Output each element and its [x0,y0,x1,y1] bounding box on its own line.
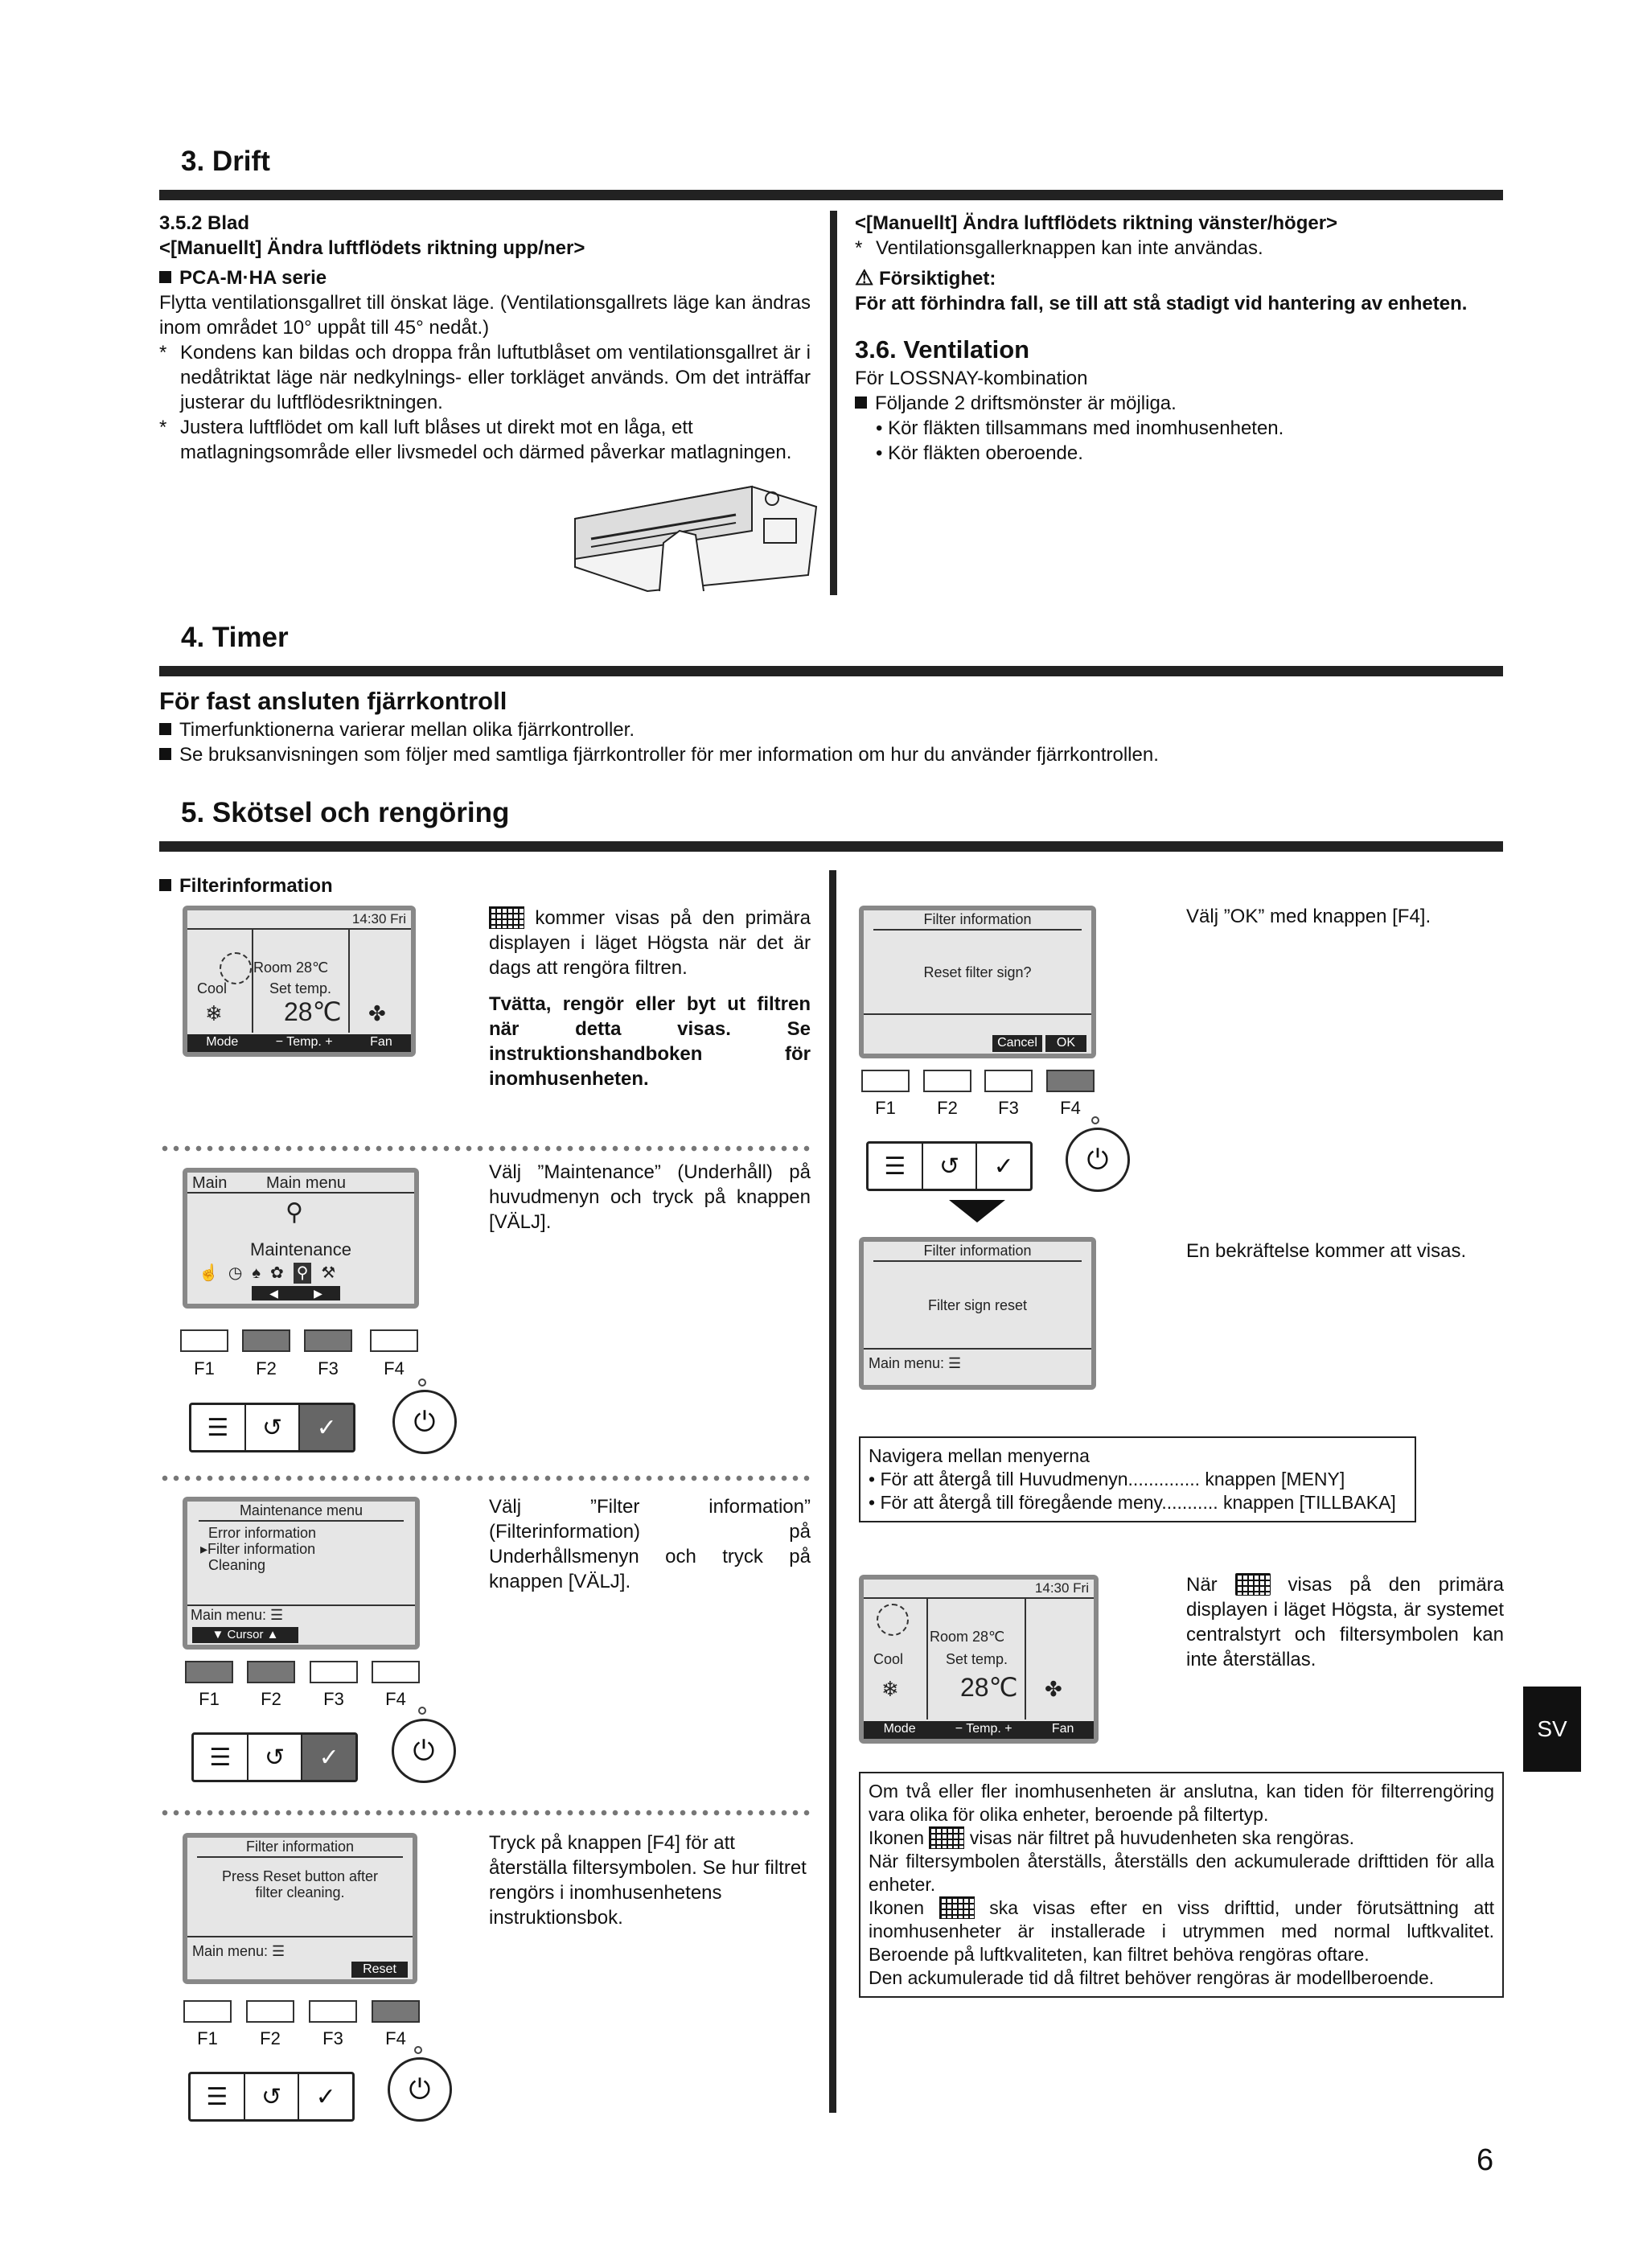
f4-button[interactable] [1046,1070,1095,1092]
square-bullet-icon [159,271,171,283]
sec4-body [159,685,1502,767]
select-button[interactable]: ✓ [315,2083,336,2110]
square-bullet-icon [855,396,867,409]
f2-button[interactable] [242,1329,290,1352]
control-pad [191,1732,358,1782]
f2-button[interactable] [923,1070,971,1092]
ventilation-item: Följande 2 driftsmönster är möjliga. [875,392,1177,415]
divider [159,841,1503,852]
step3-text: Välj ”Filter information” (Filterinformation) på Underhållsmenyn och tryck på knappen [VÄLJ]. [489,1496,811,1592]
power-button[interactable]: ⏻ [388,2057,452,2122]
column-divider [829,870,836,2113]
note-condensation: Kondens kan bildas och droppa från luftutblåset om ventilationsgallret är i nedåtriktat läge när nedkylnings- eller torkläget används. Om det inträffar justerar du luftflödesriktningen. [180,342,811,413]
select-button[interactable]: ✓ [993,1152,1014,1180]
note-lr: Ventilationsgallerknappen kan inte användas. [876,237,1263,259]
dotted-separator [159,1475,811,1481]
back-button[interactable]: ↺ [923,1144,978,1189]
led-indicator [1091,1116,1099,1124]
square-bullet-icon [159,723,171,735]
led-indicator [414,2046,422,2054]
f1-button[interactable] [185,1661,233,1683]
series-label: PCA-M·HA serie [179,267,327,289]
f1-button[interactable] [180,1329,228,1352]
warning-icon: ⚠ [855,265,874,290]
info-1: Om två eller fler inomhusenheten är anslutna, kan tiden för filterrengöring vara olika för olika enheter, beroende på filtertyp. [869,1781,1494,1825]
lcd-main-menu: Main Main menu ⚲ Maintenance ☝ ◷ ♠ ✿ ⚲ ⚒ ◀ ▶ [183,1168,419,1309]
led-indicator [418,1378,426,1387]
lcd-home-1: 14:30 Fri Room 28℃ Cool Set temp. ❄ 28℃ ✤ Mode − Temp. + Fan [183,906,416,1057]
nav-box: Navigera mellan menyerna • För att återgå till Huvudmenyn.............. knappen [MENY] • För att återgå till föregående meny........... knappen [TILLBAKA] [859,1436,1416,1522]
f4-button[interactable] [372,2000,420,2023]
nav-item-2: För att återgå till föregående meny........... knappen [TILLBAKA] [880,1492,1396,1513]
info-3: När filtersymbolen återställs, återställs den ackumulerade drifttiden för alla enheter. [869,1851,1494,1895]
sec3-right: <[Manuellt] Ändra luftflödets riktning vänster/höger> * Ventilationsgallerknappen kan inte användas. ⚠ Försiktighet: För att förhindra fall, se till att stå stadigt vid hantering av enheten. 3.6. Ventilation För LOSSNAY-kombination Följande 2 driftsmönster är möjliga. • Kör fläkten tillsammans med inomhusenheten. • Kör fläkten oberoende. [855,211,1506,466]
note-cold-air: Justera luftflödet om kall luft blåses ut direkt mot en låga, ett matlagningsområde eller livsmedel och därmed påverkar matlagningen. [180,417,792,463]
ventilation-bullet-2: Kör fläkten oberoende. [888,442,1083,465]
maintenance-icon: ⚲ [285,1199,303,1226]
menu-icons: ☝ ◷ ♠ ✿ ⚲ ⚒ [199,1264,336,1282]
sec4-title: 4. Timer [181,622,289,653]
f1-button[interactable] [861,1070,910,1092]
select-button[interactable]: ✓ [300,1405,353,1450]
f2-button[interactable] [247,1661,295,1683]
snowflake-icon: ❄ [881,1677,899,1701]
dotted-separator [159,1810,811,1816]
f3-button[interactable] [309,2000,357,2023]
menu-button[interactable]: ☰ [194,1735,248,1780]
step5-text: Välj ”OK” med knappen [F4]. [1186,906,1431,927]
f2-button[interactable] [246,2000,294,2023]
menu-button[interactable]: ☰ [869,1144,923,1189]
led-indicator [418,1707,426,1715]
lcd-maintenance-menu: Maintenance menu Error information ▸Filter information Cleaning Main menu: ☰ ▼ Cursor ▲ [183,1497,420,1650]
power-button[interactable]: ⏻ [392,1719,456,1783]
info-4: ska visas efter en viss drifttid, under förutsättning att inomhusenheter är installerade i utrymmen med normal luftkvalitet. Beroende på luftkvaliteten, kan filtret behöva rengöras oftare. [869,1897,1495,1965]
nav-item-1: För att återgå till Huvudmenyn.............. knappen [MENY] [880,1469,1345,1489]
sec5-title: 5. Skötsel och rengöring [181,797,510,828]
down-arrow-icon [949,1200,1005,1222]
central-text: visas på den primära displayen i läget Högsta, är systemet centralstyrt och filtersymbolen kan inte återställas. [1186,1574,1505,1670]
f4-button[interactable] [370,1329,418,1352]
body-text: Flytta ventilationsgallret till önskat läge. (Ventilationsgallrets läge kan ändras inom området 10° uppåt till 45° nedåt.) [159,292,811,339]
sec3-title: 3. Drift [181,146,270,177]
lcd-home-2: 14:30 Fri Room 28℃ Cool Set temp. ❄ 28℃ ✤ Mode − Temp. + Fan [859,1575,1099,1744]
caution-label: Försiktighet: [878,268,996,290]
filter-grid-icon [939,1896,975,1919]
back-button[interactable]: ↺ [248,1735,303,1780]
control-pad [188,2072,355,2122]
step4-text: Tryck på knappen [F4] för att återställa filtersymbolen. Se hur filtret rengörs i inomhusenhetens instruktionsbok. [489,1832,807,1929]
back-button[interactable]: ↺ [246,1405,301,1450]
power-button[interactable]: ⏻ [392,1390,457,1454]
info-box: Om två eller fler inomhusenheten är anslutna, kan tiden för filterrengöring vara olika för olika enheter, beroende på filtertyp. Ikonen visas när filtret på huvudenheten ska rengöras. När filtersymbolen återställs, återställs den ackumulerade drifttiden för alla enheter. Ikonen ska visas efter en viss drifttid, under förutsättning att inomhusenheter är installerade i utrymmen med normal luftkvalitet. Beroende på luftkvaliteten, kan filtret behöva rengöras oftare. Den ackumulerade tid då filtret behöver rengöras är modellberoende. [859,1772,1504,1998]
power-button[interactable]: ⏻ [1066,1128,1130,1192]
nav-title: Navigera mellan menyerna [869,1445,1090,1466]
divider [159,666,1503,676]
fan-icon: ✤ [1045,1677,1062,1701]
control-pad [189,1403,355,1452]
language-tab: SV [1523,1687,1581,1772]
timer-item-1: Timerfunktionerna varierar mellan olika fjärrkontroller. [179,719,635,742]
info-2: visas när filtret på huvudenheten ska rengöras. [969,1827,1355,1848]
central-filter-grid-icon [1235,1573,1271,1596]
sec3-left: 3.5.2 Blad <[Manuellt] Ändra luftflödets riktning upp/ner> PCA-M·HA serie Flytta ventilationsgallret till önskat läge. (Ventilationsgallrets läge kan ändras inom området 10° uppåt till 45° nedåt.) * Kondens kan bildas och droppa från luftutblåset om ventilationsgallret är i nedåtriktat läge när nedkylnings- eller torkläget används. Om det inträffar justerar du luftflödesriktningen. * Justera luftflödet om kall luft blåses ut direkt mot en låga, ett matlagningsområde eller livsmedel och därmed påverkar matlagningen. [159,212,811,463]
central-filter-icon [877,1604,909,1636]
control-pad [866,1141,1033,1191]
lcd-reset-question: Filter information Reset filter sign? Cancel OK [859,906,1096,1058]
arrow-keys: ◀ ▶ [252,1286,340,1300]
f3-button[interactable] [304,1329,352,1352]
fan-icon: ✤ [368,1001,386,1025]
menu-button[interactable]: ☰ [191,1405,246,1450]
square-bullet-icon [159,748,171,760]
info-5: Den ackumulerade tid då filtret behöver rengöras är modellberoende. [869,1967,1435,1988]
f3-button[interactable] [310,1661,358,1683]
subheading-lr: <[Manuellt] Ändra luftflödets riktning vänster/höger> [855,212,1338,234]
cancel-softkey: Cancel [992,1035,1042,1052]
back-button[interactable]: ↺ [245,2074,300,2119]
ventilation-sub: För LOSSNAY-kombination [855,368,1088,390]
step1-text: kommer visas på den primära displayen i läget Högsta när det är dags att rengöra filtren. [489,907,811,979]
lcd-reset-confirm: Filter information Filter sign reset Main menu: ☰ [859,1237,1096,1390]
ok-softkey: OK [1045,1035,1086,1052]
step1-bold: Tvätta, rengör eller byt ut filtren när detta visas. Se instruktionshandboken för inomhusenheten. [489,993,811,1090]
column-divider [830,211,837,595]
select-button[interactable]: ✓ [302,1735,355,1780]
caution-text: För att förhindra fall, se till att stå stadigt vid hantering av enheten. [855,293,1468,314]
step2-text: Välj ”Maintenance” (Underhåll) på huvudmenyn och tryck på knappen [VÄLJ]. [489,1161,811,1233]
page-number: 6 [1477,2143,1494,2177]
filter-grid-icon [929,1826,964,1849]
subheading-upner: <[Manuellt] Ändra luftflödets riktning upp/ner> [159,237,585,259]
sec4-sub: För fast ansluten fjärrkontroll [159,687,507,715]
step6-text: En bekräftelse kommer att visas. [1186,1240,1467,1262]
dotted-separator [159,1145,811,1152]
menu-button[interactable]: ☰ [191,2074,245,2119]
square-bullet-icon [159,879,171,891]
f1-button[interactable] [183,2000,232,2023]
timer-item-2: Se bruksanvisningen som följer med samtliga fjärrkontroller för mer information om hur du använder fjärrkontrollen. [179,744,1159,766]
f3-button[interactable] [984,1070,1033,1092]
snowflake-icon: ❄ [205,1001,223,1025]
filter-heading: Filterinformation [179,875,333,897]
ventilation-bullet-1: Kör fläkten tillsammans med inomhusenheten. [888,417,1284,440]
filter-grid-icon [489,906,524,929]
unit-illustration [567,470,836,599]
heading-352: 3.5.2 Blad [159,212,250,234]
f4-button[interactable] [372,1661,420,1683]
ventilation-title: 3.6. Ventilation [855,335,1030,364]
divider [159,190,1503,200]
lcd-filter-info: Filter information Press Reset button after filter cleaning. Main menu: ☰ Reset [183,1833,417,1984]
